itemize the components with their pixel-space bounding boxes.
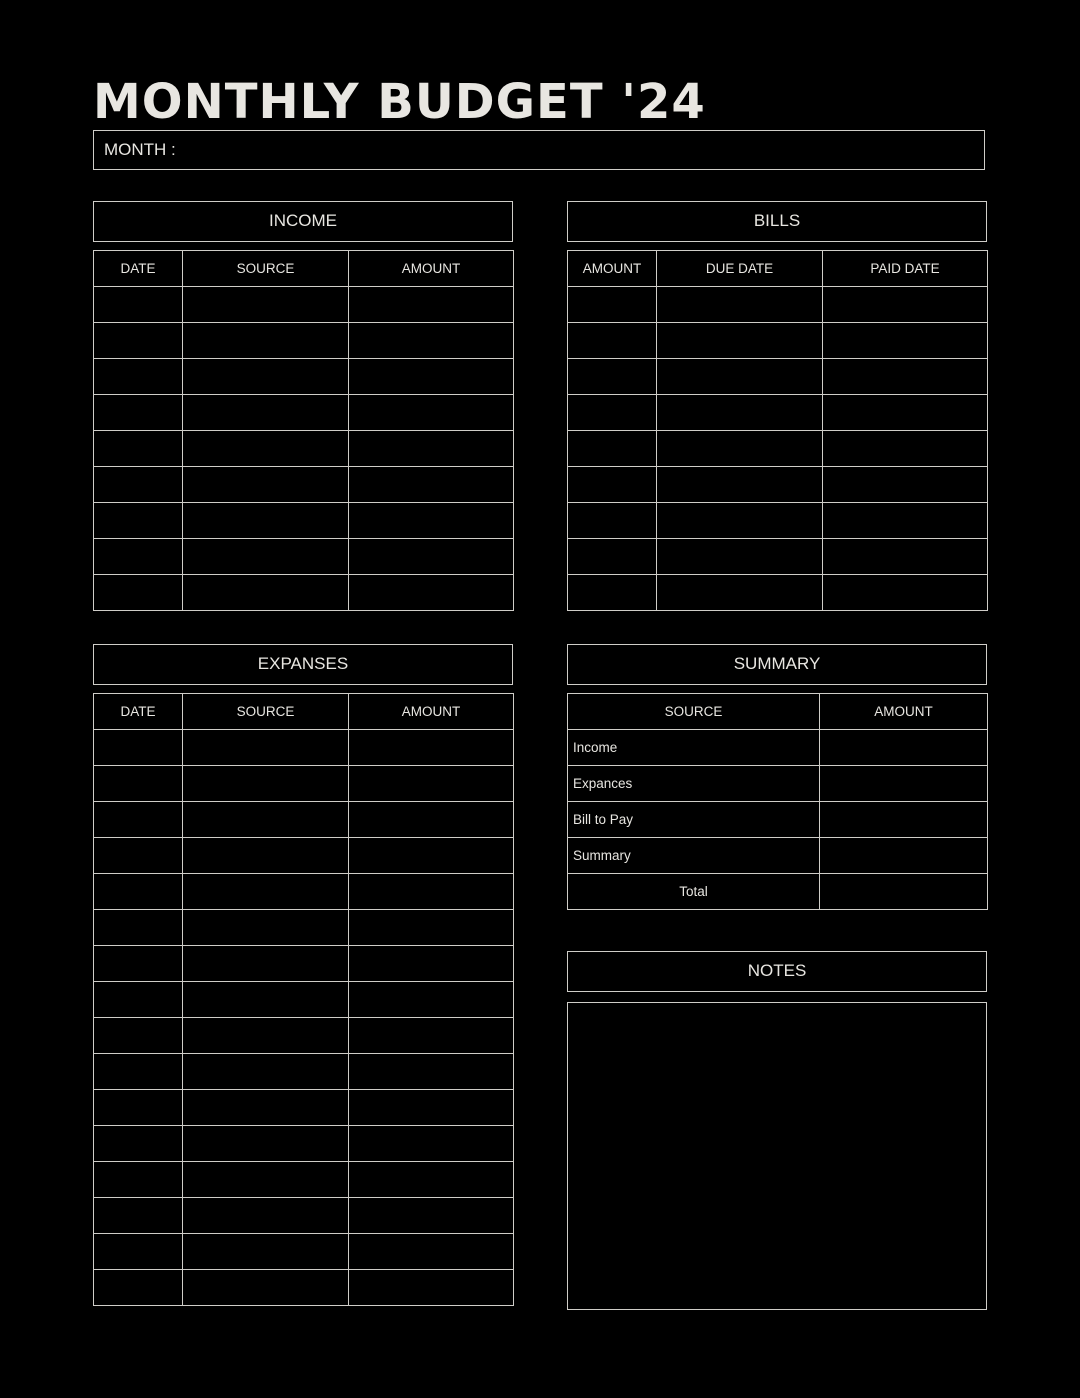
expenses-header: EXPANSES	[93, 644, 513, 685]
expenses-cell[interactable]	[183, 982, 349, 1018]
income-cell[interactable]	[94, 467, 183, 503]
bills-cell[interactable]	[823, 575, 988, 611]
bills-cell[interactable]	[823, 503, 988, 539]
expenses-row	[94, 946, 514, 982]
income-cell[interactable]	[94, 395, 183, 431]
bills-cell[interactable]	[657, 287, 823, 323]
expenses-cell[interactable]	[94, 730, 183, 766]
expenses-cell[interactable]	[94, 1090, 183, 1126]
expenses-cell[interactable]	[94, 1054, 183, 1090]
bills-cell[interactable]	[657, 503, 823, 539]
income-cell[interactable]	[94, 323, 183, 359]
income-cell[interactable]	[349, 503, 514, 539]
summary-amount-cell[interactable]	[820, 766, 988, 802]
income-cell[interactable]	[183, 359, 349, 395]
expenses-row	[94, 838, 514, 874]
expenses-row	[94, 1234, 514, 1270]
expenses-row	[94, 766, 514, 802]
bills-cell[interactable]	[823, 395, 988, 431]
expenses-cell[interactable]	[183, 730, 349, 766]
bills-cell[interactable]	[823, 467, 988, 503]
expenses-row	[94, 1018, 514, 1054]
bills-col-paid-date: PAID DATE	[823, 251, 988, 287]
income-cell[interactable]	[94, 503, 183, 539]
income-cell[interactable]	[183, 575, 349, 611]
expenses-row	[94, 1162, 514, 1198]
expenses-table	[93, 693, 514, 1306]
expenses-row	[94, 874, 514, 910]
income-cell[interactable]	[183, 323, 349, 359]
expenses-cell[interactable]	[183, 946, 349, 982]
expenses-cell[interactable]	[94, 766, 183, 802]
bills-row	[568, 431, 988, 467]
expenses-cell[interactable]	[349, 730, 514, 766]
income-row	[94, 323, 514, 359]
expenses-row	[94, 1054, 514, 1090]
summary-row-expances	[568, 766, 988, 802]
expenses-cell[interactable]	[183, 1018, 349, 1054]
income-cell[interactable]	[94, 539, 183, 575]
expenses-cell[interactable]	[183, 1234, 349, 1270]
expenses-cell[interactable]	[349, 874, 514, 910]
bills-row	[568, 539, 988, 575]
income-cell[interactable]	[349, 467, 514, 503]
bills-cell[interactable]	[568, 395, 657, 431]
bills-cell[interactable]	[568, 431, 657, 467]
summary-total-label: Total	[568, 874, 820, 910]
expenses-cell[interactable]	[349, 1234, 514, 1270]
income-table	[93, 250, 514, 611]
summary-amount-cell[interactable]	[820, 802, 988, 838]
income-row	[94, 431, 514, 467]
income-row	[94, 575, 514, 611]
expenses-cell[interactable]	[349, 1198, 514, 1234]
notes-area[interactable]	[567, 1002, 987, 1310]
income-cell[interactable]	[183, 287, 349, 323]
bills-cell[interactable]	[568, 539, 657, 575]
bills-col-due-date: DUE DATE	[657, 251, 823, 287]
summary-label: Income	[568, 730, 820, 766]
income-cell[interactable]	[94, 359, 183, 395]
expenses-cell[interactable]	[349, 802, 514, 838]
summary-label: Bill to Pay	[568, 802, 820, 838]
expenses-row	[94, 1270, 514, 1306]
income-cell[interactable]	[349, 575, 514, 611]
expenses-cell[interactable]	[94, 1270, 183, 1306]
summary-header: SUMMARY	[567, 644, 987, 685]
expenses-cell[interactable]	[94, 802, 183, 838]
income-row	[94, 539, 514, 575]
expenses-col-source: SOURCE	[183, 694, 349, 730]
income-cell[interactable]	[349, 539, 514, 575]
bills-cell[interactable]	[568, 467, 657, 503]
bills-row	[568, 359, 988, 395]
month-label: MONTH :	[104, 140, 176, 159]
bills-cell[interactable]	[823, 431, 988, 467]
expenses-cell[interactable]	[183, 1270, 349, 1306]
summary-row-income	[568, 730, 988, 766]
income-row	[94, 359, 514, 395]
expenses-cell[interactable]	[349, 1126, 514, 1162]
expenses-row	[94, 802, 514, 838]
income-header: INCOME	[93, 201, 513, 242]
bills-cell[interactable]	[823, 359, 988, 395]
bills-table	[567, 250, 988, 611]
bills-cell[interactable]	[657, 395, 823, 431]
income-cell[interactable]	[349, 287, 514, 323]
expenses-cell[interactable]	[349, 982, 514, 1018]
expenses-cell[interactable]	[183, 1126, 349, 1162]
bills-cell[interactable]	[568, 503, 657, 539]
expenses-row	[94, 910, 514, 946]
summary-label: Expances	[568, 766, 820, 802]
bills-cell[interactable]	[657, 539, 823, 575]
expenses-cell[interactable]	[94, 946, 183, 982]
bills-cell[interactable]	[657, 575, 823, 611]
expenses-cell[interactable]	[183, 874, 349, 910]
income-cell[interactable]	[183, 503, 349, 539]
notes-header: NOTES	[567, 951, 987, 992]
bills-col-amount: AMOUNT	[568, 251, 657, 287]
expenses-col-amount: AMOUNT	[349, 694, 514, 730]
income-cell[interactable]	[349, 323, 514, 359]
bills-cell[interactable]	[657, 431, 823, 467]
income-cell[interactable]	[349, 359, 514, 395]
income-row	[94, 287, 514, 323]
expenses-cell[interactable]	[94, 1198, 183, 1234]
income-col-date: DATE	[94, 251, 183, 287]
expenses-cell[interactable]	[94, 910, 183, 946]
expenses-cell[interactable]	[94, 1234, 183, 1270]
summary-row-bill-to-pay	[568, 802, 988, 838]
expenses-cell[interactable]	[349, 1054, 514, 1090]
income-cell[interactable]	[94, 287, 183, 323]
bills-cell[interactable]	[568, 359, 657, 395]
expenses-cell[interactable]	[183, 1054, 349, 1090]
expenses-cell[interactable]	[183, 1090, 349, 1126]
bills-cell[interactable]	[823, 323, 988, 359]
month-field[interactable]	[93, 130, 985, 170]
summary-table	[567, 693, 988, 910]
expenses-cell[interactable]	[94, 1162, 183, 1198]
expenses-cell[interactable]	[94, 1018, 183, 1054]
expenses-cell[interactable]	[183, 1162, 349, 1198]
bills-cell[interactable]	[568, 287, 657, 323]
expenses-cell[interactable]	[183, 910, 349, 946]
bills-cell[interactable]	[657, 467, 823, 503]
summary-col-source: SOURCE	[568, 694, 820, 730]
expenses-cell[interactable]	[183, 802, 349, 838]
bills-cell[interactable]	[657, 323, 823, 359]
expenses-cell[interactable]	[349, 1018, 514, 1054]
expenses-row	[94, 730, 514, 766]
expenses-cell[interactable]	[183, 1198, 349, 1234]
expenses-cell[interactable]	[349, 838, 514, 874]
expenses-cell[interactable]	[349, 946, 514, 982]
bills-row	[568, 467, 988, 503]
income-row	[94, 395, 514, 431]
income-row	[94, 503, 514, 539]
expenses-cell[interactable]	[94, 838, 183, 874]
income-col-amount: AMOUNT	[349, 251, 514, 287]
bills-row	[568, 503, 988, 539]
income-cell[interactable]	[94, 575, 183, 611]
expenses-row	[94, 1198, 514, 1234]
income-cell[interactable]	[183, 467, 349, 503]
expenses-cell[interactable]	[349, 1090, 514, 1126]
bills-cell[interactable]	[657, 359, 823, 395]
bills-row	[568, 395, 988, 431]
summary-amount-cell[interactable]	[820, 838, 988, 874]
expenses-col-date: DATE	[94, 694, 183, 730]
bills-header: BILLS	[567, 201, 987, 242]
expenses-cell[interactable]	[94, 982, 183, 1018]
expenses-cell[interactable]	[183, 838, 349, 874]
expenses-cell[interactable]	[349, 910, 514, 946]
summary-col-amount: AMOUNT	[820, 694, 988, 730]
expenses-cell[interactable]	[183, 766, 349, 802]
income-cell[interactable]	[349, 431, 514, 467]
summary-label: Summary	[568, 838, 820, 874]
bills-cell[interactable]	[568, 323, 657, 359]
income-row	[94, 467, 514, 503]
bills-cell[interactable]	[823, 539, 988, 575]
income-cell[interactable]	[183, 395, 349, 431]
summary-total-cell[interactable]	[820, 874, 988, 910]
expenses-row	[94, 1090, 514, 1126]
expenses-row	[94, 1126, 514, 1162]
bills-cell[interactable]	[823, 287, 988, 323]
expenses-row	[94, 982, 514, 1018]
expenses-cell[interactable]	[349, 766, 514, 802]
bills-row	[568, 287, 988, 323]
income-cell[interactable]	[94, 431, 183, 467]
bills-row	[568, 323, 988, 359]
summary-row-summary	[568, 838, 988, 874]
income-cell[interactable]	[349, 395, 514, 431]
bills-row	[568, 575, 988, 611]
income-col-source: SOURCE	[183, 251, 349, 287]
income-cell[interactable]	[183, 539, 349, 575]
expenses-cell[interactable]	[349, 1162, 514, 1198]
expenses-cell[interactable]	[94, 1126, 183, 1162]
expenses-cell[interactable]	[349, 1270, 514, 1306]
income-cell[interactable]	[183, 431, 349, 467]
page-title: MONTHLY BUDGET '24	[93, 74, 706, 130]
bills-cell[interactable]	[568, 575, 657, 611]
expenses-cell[interactable]	[94, 874, 183, 910]
summary-amount-cell[interactable]	[820, 730, 988, 766]
summary-row-total	[568, 874, 988, 910]
